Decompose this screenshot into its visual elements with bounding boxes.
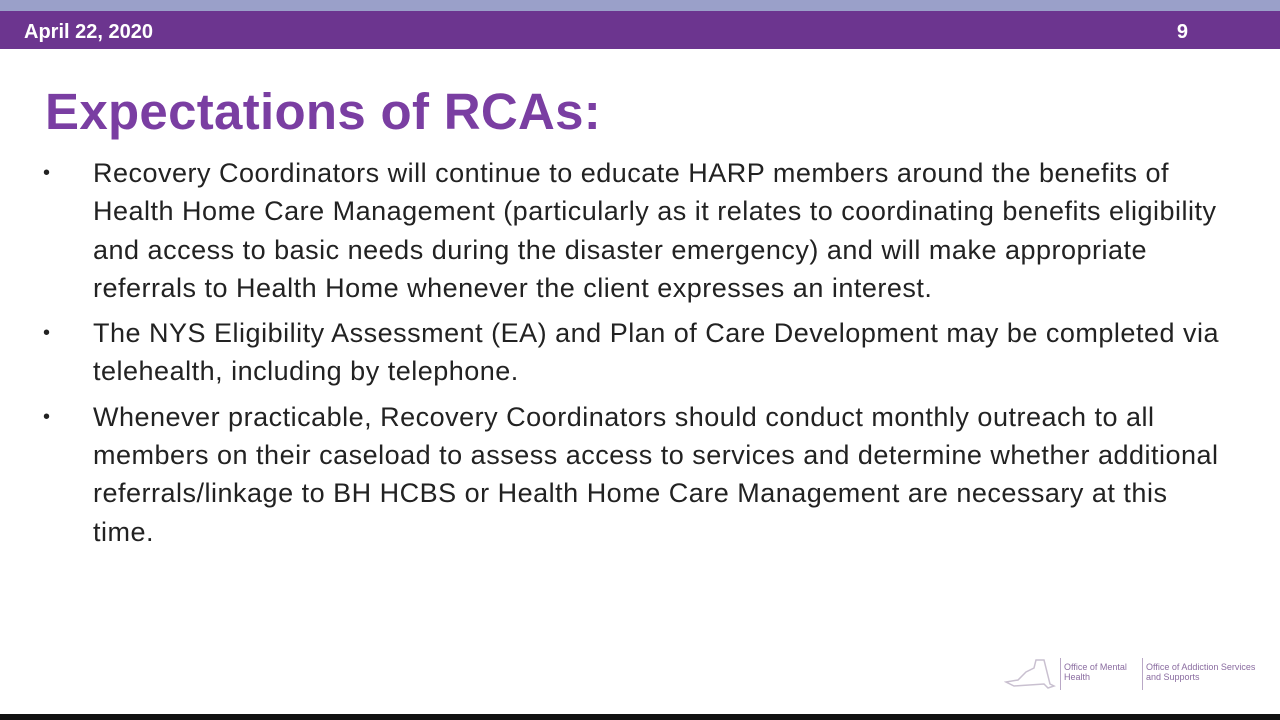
bullet-item <box>40 398 1220 551</box>
bullet-item <box>40 154 1220 307</box>
top-strip <box>0 0 1280 11</box>
bullet-item <box>40 314 1220 391</box>
bullet-icon: • <box>43 162 51 184</box>
bullet-text: Recovery Coordinators will continue to educate HARP members around the benefits of Health Home Care Management (particularly as it relates to coordinating benefits eligibility and access to basic needs during the disaster emergency) and will make appropriate referrals to Health Home whenever the client expresses an interest. <box>93 158 1217 303</box>
bullet-icon: • <box>43 405 51 428</box>
footer-logo <box>1004 656 1256 692</box>
omh-label: Office of Mental Health <box>1064 662 1127 682</box>
header-band <box>0 11 1280 49</box>
logo-divider <box>1142 658 1143 690</box>
bullet-icon: • <box>43 322 51 345</box>
bullet-text: The NYS Eligibility Assessment (EA) and Plan of Care Development may be completed via telehealth, including by telephone. <box>93 318 1219 387</box>
bullet-list <box>40 154 1220 558</box>
bullet-text: Whenever practicable, Recovery Coordinators should conduct monthly outreach to all members on their caseload to assess access to services and determine whether additional referrals/linkage to BH HCBS or Health Home Care Management are necessary at this time. <box>93 401 1219 547</box>
new-york-state-map-icon <box>1004 658 1056 690</box>
bottom-bar <box>0 714 1280 720</box>
slide-date: April 22, 2020 <box>24 21 153 43</box>
oasas-label: Office of Addiction Services and Supports <box>1146 662 1256 682</box>
logo-divider <box>1060 658 1061 690</box>
slide-page-number: 9 <box>1176 21 1188 43</box>
slide-title: Expectations of RCAs: <box>45 83 602 140</box>
